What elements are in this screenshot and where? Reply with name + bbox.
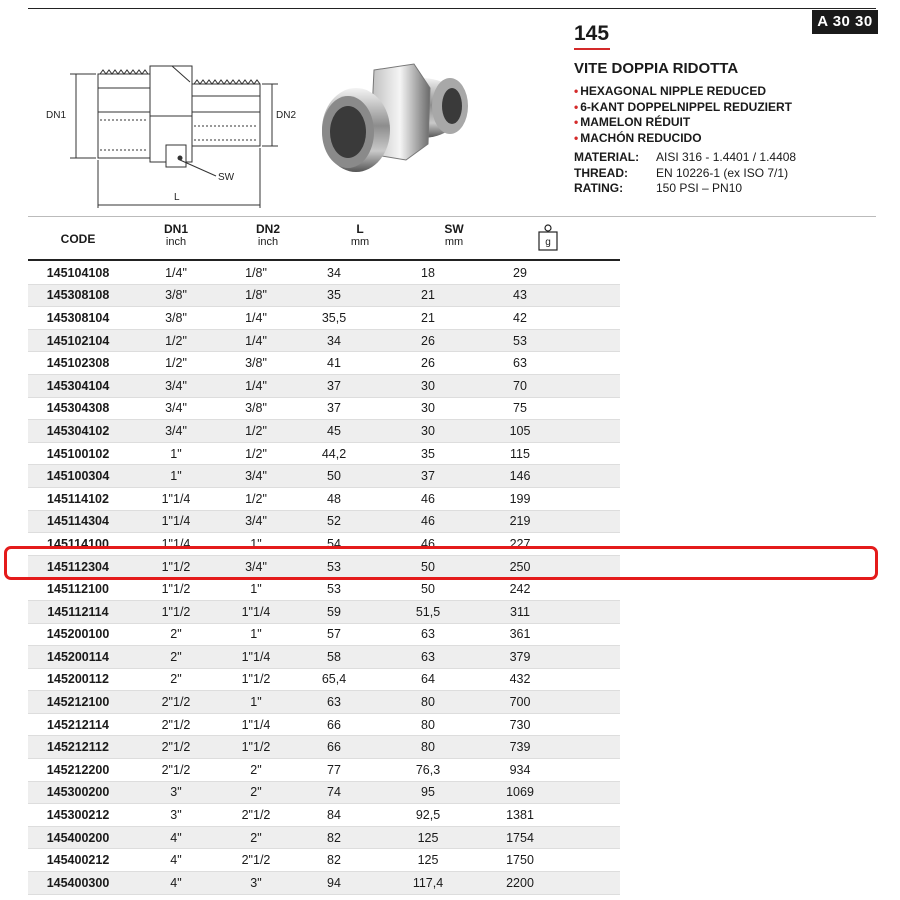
table-row: [28, 375, 620, 398]
table-cell: 3/8": [245, 401, 267, 416]
table-cell: 311: [510, 604, 530, 619]
table-row: [28, 736, 620, 759]
table-cell: 26: [421, 333, 435, 348]
table-cell: 3/4": [165, 423, 187, 438]
spec-material: [574, 150, 796, 166]
table-cell: 2": [170, 672, 182, 687]
table-cell: 1"1/2: [241, 672, 271, 687]
table-cell: 1"1/2: [161, 582, 191, 597]
table-cell: 145200112: [47, 672, 109, 687]
table-cell: 18: [421, 265, 435, 280]
table-cell: 66: [327, 740, 341, 755]
product-photo: [318, 48, 478, 188]
table-cell: 2": [250, 830, 262, 845]
table-cell: 1069: [506, 785, 534, 800]
table-cell: 2"1/2: [161, 762, 191, 777]
table-cell: 53: [327, 582, 341, 597]
table-cell: 125: [417, 830, 439, 845]
table-cell: 145114102: [47, 491, 109, 506]
table-row: [28, 669, 620, 692]
table-cell: 1"1/4: [161, 491, 191, 506]
table-cell: 145114304: [47, 514, 109, 529]
translation-fr: • MAMELON RÉDUIT: [574, 115, 792, 131]
table-row: [28, 443, 620, 466]
dn2-label: DN2: [276, 110, 297, 121]
table-cell: 1/2": [245, 446, 267, 461]
table-row: [28, 262, 620, 285]
spec-key: MATERIAL:: [574, 150, 640, 164]
table-cell: 145102104: [46, 333, 110, 348]
table-cell: 2"1/2: [161, 695, 191, 710]
l-label: L: [174, 192, 180, 203]
spec-value: EN 10226-1 (ex ISO 7/1): [656, 165, 789, 180]
table-cell: 1/4": [245, 378, 267, 393]
table-cell: 1/2": [165, 333, 187, 348]
table-cell: 3/4": [165, 401, 187, 416]
dn1-label: DN1: [46, 110, 67, 121]
table-cell: 1754: [506, 830, 534, 845]
table-cell: 145308104: [46, 310, 110, 325]
table-cell: 1381: [506, 808, 534, 823]
table-cell: 63: [421, 627, 435, 642]
table-cell: 1/4": [245, 333, 267, 348]
table-cell: 145212114: [47, 717, 109, 732]
table-row: [28, 646, 620, 669]
table-cell: 145308108: [46, 288, 110, 303]
table-cell: 145112114: [47, 604, 109, 619]
table-cell: 53: [327, 559, 341, 574]
table-cell: 1/8": [245, 288, 267, 303]
table-cell: 2"1/2: [241, 853, 271, 868]
header-rule: [28, 259, 620, 261]
product-title: VITE DOPPIA RIDOTTA: [574, 60, 739, 77]
table-cell: 739: [509, 740, 531, 755]
table-cell: 3/8": [165, 288, 187, 303]
product-code-underline: [574, 48, 610, 50]
table-row: [28, 398, 620, 421]
col-sw-header: SW mm: [444, 222, 464, 248]
table-cell: 92,5: [415, 808, 441, 823]
table-cell: 29: [513, 265, 527, 280]
table-cell: 80: [421, 695, 435, 710]
table-cell: 50: [421, 582, 435, 597]
table-cell: 46: [421, 536, 435, 551]
product-code: 145: [574, 22, 610, 45]
spec-list: [574, 150, 796, 197]
table-cell: 57: [327, 627, 341, 642]
table-cell: 250: [509, 559, 531, 574]
table-cell: 82: [327, 830, 341, 845]
table-cell: 934: [509, 762, 531, 777]
table-cell: 242: [509, 582, 531, 597]
table-cell: 66: [327, 717, 341, 732]
table-cell: 94: [327, 875, 341, 890]
table-cell: 1/2": [245, 423, 267, 438]
table-cell: 51,5: [415, 604, 441, 619]
table-row: [28, 849, 620, 872]
section-divider: [28, 216, 876, 217]
table-row: [28, 601, 620, 624]
table-cell: 3": [250, 875, 262, 890]
table-cell: 432: [509, 672, 531, 687]
table-cell: 21: [421, 288, 435, 303]
table-row: [28, 691, 620, 714]
table-cell: 219: [509, 514, 531, 529]
table-cell: 730: [509, 717, 531, 732]
table-cell: 2": [250, 785, 262, 800]
table-cell: 46: [421, 491, 435, 506]
table-cell: 3/4": [245, 559, 267, 574]
table-cell: 63: [327, 695, 341, 710]
table-cell: 145400300: [46, 875, 110, 890]
svg-text:g: g: [545, 237, 551, 248]
table-row: [28, 330, 620, 353]
table-cell: 4": [170, 875, 182, 890]
table-row: [28, 285, 620, 308]
table-cell: 41: [327, 356, 341, 371]
table-row: [28, 782, 620, 805]
table-cell: 54: [327, 536, 341, 551]
table-cell: 1"1/4: [241, 649, 271, 664]
spec-key: THREAD:: [574, 165, 628, 180]
table-cell: 2": [250, 762, 262, 777]
table-cell: 145400212: [46, 853, 110, 868]
table-cell: 145300212: [46, 808, 110, 823]
table-cell: 82: [327, 853, 341, 868]
table-row: [28, 804, 620, 827]
table-cell: 145114100: [47, 536, 109, 551]
table-cell: 34: [327, 333, 341, 348]
table-cell: 145104108: [46, 265, 110, 280]
table-cell: 1/2": [165, 356, 187, 371]
table-cell: 145304104: [46, 378, 110, 393]
table-cell: 37: [327, 401, 341, 416]
row-highlight-box: [4, 546, 878, 580]
table-cell: 26: [421, 356, 435, 371]
table-cell: 1/4": [165, 265, 187, 280]
translation-en: • HEXAGONAL NIPPLE REDUCED: [574, 84, 792, 100]
spec-rating: [574, 181, 796, 197]
table-cell: 35,5: [321, 310, 347, 325]
table-cell: 64: [421, 672, 435, 687]
table-cell: 2200: [506, 875, 534, 890]
table-cell: 65,4: [321, 672, 347, 687]
translation-de: • 6-KANT DOPPELNIPPEL REDUZIERT: [574, 100, 792, 116]
table-cell: 50: [421, 559, 435, 574]
table-cell: 1750: [506, 853, 534, 868]
table-row: [28, 420, 620, 443]
table-cell: 30: [421, 401, 435, 416]
table-cell: 53: [513, 333, 527, 348]
table-cell: 63: [421, 649, 435, 664]
table-cell: 3/4": [245, 469, 267, 484]
spec-value: AISI 316 - 1.4401 / 1.4408: [656, 150, 797, 164]
table-cell: 34: [327, 265, 341, 280]
table-cell: 1/4": [245, 310, 267, 325]
table-cell: 2": [170, 627, 182, 642]
table-cell: 145112100: [47, 582, 109, 597]
table-cell: 117,4: [412, 875, 444, 890]
table-row: [28, 827, 620, 850]
sw-label: SW: [218, 172, 235, 183]
table-cell: 145212200: [46, 762, 110, 777]
table-cell: 30: [421, 378, 435, 393]
table-row: [28, 624, 620, 647]
table-cell: 43: [513, 288, 527, 303]
table-row: [28, 578, 620, 601]
table-cell: 37: [421, 469, 435, 484]
table-cell: 95: [421, 785, 435, 800]
table-row: [28, 465, 620, 488]
catalog-ref-badge: A 30 30: [812, 10, 878, 34]
table-cell: 44,2: [321, 446, 347, 461]
table-cell: 145112304: [47, 559, 109, 574]
table-cell: 145200100: [46, 627, 110, 642]
col-code-header: CODE: [60, 232, 96, 246]
table-cell: 3/8": [165, 310, 187, 325]
table-cell: 63: [513, 356, 527, 371]
table-cell: 3/4": [245, 514, 267, 529]
table-row: [28, 488, 620, 511]
table-cell: 1": [250, 582, 262, 597]
col-dn1-header: DN1 inch: [163, 222, 188, 248]
table-cell: 1": [170, 469, 182, 484]
table-cell: 2"1/2: [161, 717, 191, 732]
table-row: [28, 352, 620, 375]
table-cell: 2"1/2: [241, 808, 271, 823]
col-l-header: L mm: [350, 222, 370, 248]
table-cell: 145212112: [47, 740, 109, 755]
table-cell: 2"1/2: [161, 740, 191, 755]
table-cell: 145200114: [47, 649, 109, 664]
table-cell: 74: [327, 785, 341, 800]
table-cell: 125: [417, 853, 439, 868]
table-cell: 59: [327, 604, 341, 619]
table-cell: 1"1/2: [161, 559, 191, 574]
technical-drawing: [40, 40, 300, 215]
spec-key: RATING:: [574, 181, 624, 195]
table-row: [28, 307, 620, 330]
col-dn2-header: DN2 inch: [255, 222, 280, 248]
table-cell: 2": [170, 649, 182, 664]
table-cell: 361: [509, 627, 531, 642]
table-cell: 3/8": [245, 356, 267, 371]
table-cell: 145400200: [46, 830, 110, 845]
table-cell: 37: [327, 378, 341, 393]
table-cell: 145212100: [46, 695, 110, 710]
table-cell: 199: [509, 491, 531, 506]
spec-value: 150 PSI – PN10: [656, 181, 743, 195]
table-cell: 77: [327, 762, 341, 777]
table-cell: 145304308: [46, 401, 110, 416]
table-cell: 80: [421, 740, 435, 755]
table-cell: 145102308: [46, 356, 110, 371]
table-cell: 75: [513, 401, 527, 416]
table-cell: 1"1/4: [241, 604, 271, 619]
table-cell: 4": [170, 853, 182, 868]
table-cell: 48: [327, 491, 341, 506]
table-cell: 50: [327, 469, 341, 484]
table-cell: 45: [327, 423, 341, 438]
table-cell: 1/8": [245, 265, 267, 280]
table-row: [28, 759, 620, 782]
table-cell: 21: [421, 310, 435, 325]
table-cell: 105: [509, 423, 531, 438]
table-cell: 1"1/2: [241, 740, 271, 755]
table-cell: 58: [327, 649, 341, 664]
table-cell: 3/4": [165, 378, 187, 393]
table-row: [28, 511, 620, 534]
table-cell: 227: [509, 536, 531, 551]
table-cell: 35: [327, 288, 341, 303]
table-cell: 42: [513, 310, 527, 325]
table-cell: 700: [509, 695, 531, 710]
table-cell: 1"1/4: [241, 717, 271, 732]
translations-list: [574, 84, 792, 146]
spec-thread: [574, 166, 796, 182]
table-cell: 115: [510, 446, 530, 461]
translation-es: • MACHÓN REDUCIDO: [574, 131, 792, 147]
weight-icon: [537, 224, 559, 252]
table-cell: 145300200: [46, 785, 110, 800]
table-cell: 1": [250, 627, 262, 642]
table-cell: 76,3: [415, 762, 441, 777]
table-row: [28, 714, 620, 737]
table-row: [28, 872, 620, 895]
table-cell: 1"1/2: [161, 604, 191, 619]
table-cell: 145100102: [46, 446, 110, 461]
table-cell: 35: [421, 446, 435, 461]
table-cell: 3": [170, 785, 182, 800]
table-cell: 1"1/4: [161, 536, 191, 551]
table-cell: 146: [509, 469, 531, 484]
top-rule: [28, 8, 876, 9]
table-cell: 80: [421, 717, 435, 732]
table-cell: 1/2": [245, 491, 267, 506]
table-header: [28, 222, 620, 258]
table-cell: 46: [421, 514, 435, 529]
table-cell: 1": [250, 536, 262, 551]
table-cell: 52: [327, 514, 341, 529]
table-cell: 3": [170, 808, 182, 823]
table-cell: 70: [513, 378, 527, 393]
table-cell: 30: [421, 423, 435, 438]
table-cell: 1": [170, 446, 182, 461]
table-cell: 1"1/4: [161, 514, 191, 529]
table-cell: 84: [327, 808, 341, 823]
table-cell: 145100304: [46, 469, 110, 484]
table-cell: 1": [250, 695, 262, 710]
table-cell: 379: [509, 649, 531, 664]
table-cell: 145304102: [46, 423, 110, 438]
table-cell: 4": [170, 830, 182, 845]
